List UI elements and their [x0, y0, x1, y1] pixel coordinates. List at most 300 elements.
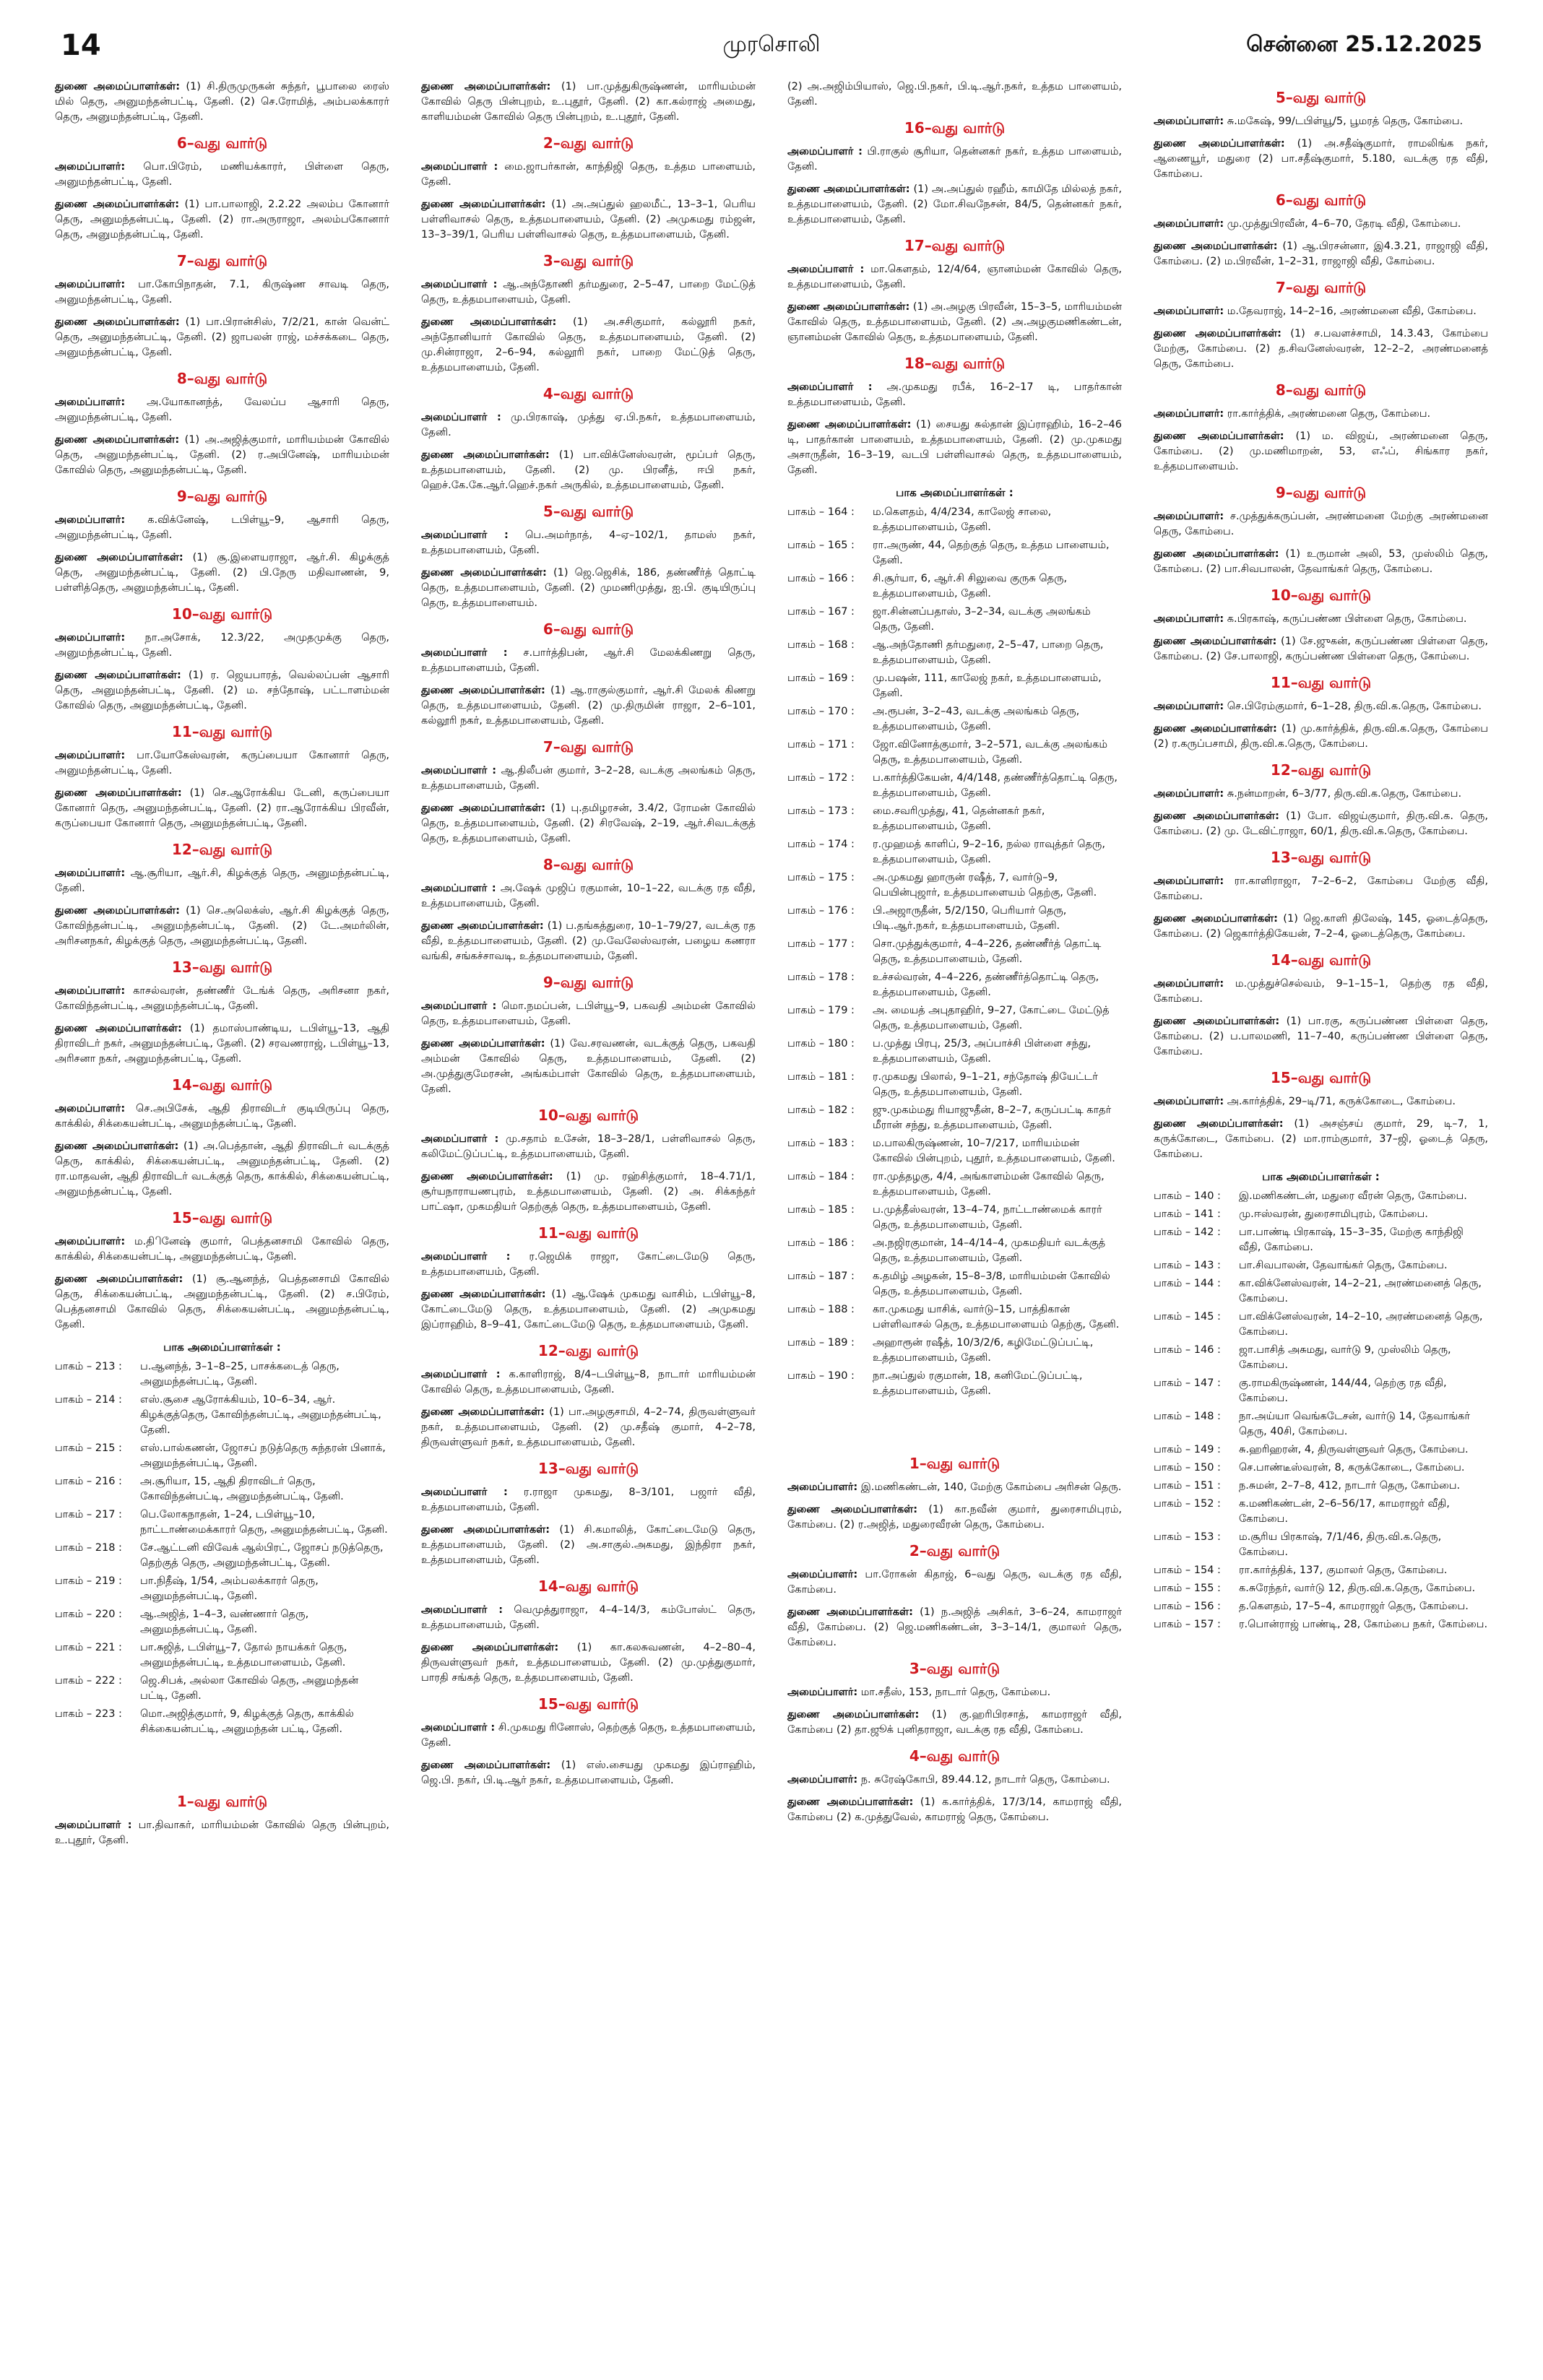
ward-section	[1154, 848, 1488, 867]
booth-organizers-heading: பாக அமைப்பாளர்கள் :	[1262, 1170, 1380, 1183]
entry-details: (1) அ.அழகு பிரவீன், 15–3–5, மாரியம்மன் கோவில் தெரு, உத்தமபாளையம், தேனி. (2) அ.அழகுமணிகண்டன், ஞானம்மன் கோவில் தெரு, உத்தமபாளையம், தேனி.	[787, 301, 1122, 343]
entry-details: (1) சையது சுல்தான் இப்ராஹிம், 16–2–46 டி, பாதர்கான் பாளையம், உத்தமபாளையம், தேனி. (2) மு.முகமது அசாருதீன், 16–3–19, வடபி பள்ளிவாசல் தெரு, உத்தமபாளையம், தேனி.	[787, 419, 1122, 476]
booth-number: பாகம் – 184 :	[787, 1171, 855, 1182]
booth-number: பாகம் – 146 :	[1154, 1344, 1221, 1356]
entry-details: சு.மகேஷ், 99/டபிள்யூ/5, பூமரத் தெரு, கோம்பை.	[1224, 116, 1464, 127]
entry-details: மு.பிரகாஷ், முத்து ஏ.பி.நகர், உத்தமபாளையம், தேனி.	[421, 412, 756, 438]
ward-section	[421, 134, 756, 152]
role-label: துணை அமைப்பாளர்கள்:	[421, 802, 546, 814]
booth-organizer: ஜா.பாசித் அசுமது, வார்டு 9, முஸ்லிம் தெரு, கோம்பை.	[1239, 1344, 1451, 1371]
entry-details: அ.முகமது ரபீக், 16–2–17 டி, பாதர்கான் உத்தமபாளையம், தேனி.	[787, 381, 1122, 408]
role-label: துணை அமைப்பாளர்கள்:	[1154, 636, 1277, 647]
booth-number: பாகம் – 165 :	[787, 540, 855, 551]
booth-row	[787, 771, 1122, 801]
ward-section	[421, 973, 756, 992]
role-label: துணை அமைப்பாளர்கள்:	[787, 419, 912, 430]
booth-row	[1154, 1276, 1488, 1307]
booth-number: பாகம் – 145 :	[1154, 1311, 1221, 1323]
role-label: அமைப்பாளர்:	[55, 514, 126, 526]
ward-heading: 15–வது வார்டு	[171, 1209, 273, 1226]
booth-row	[787, 870, 1122, 901]
organizer-entry	[55, 1272, 389, 1333]
booth-number: பாகம் – 222 :	[55, 1675, 122, 1687]
booth-organizer: மு.ஈஸ்வரன், துரைசாமிபுரம், கோம்பை.	[1239, 1208, 1428, 1220]
column-3	[787, 79, 1122, 1856]
ward-heading: 12–வது வார்டு	[1270, 761, 1372, 779]
booth-number: பாகம் – 147 :	[1154, 1377, 1221, 1389]
ward-heading: 9–வது வார்டு	[1275, 484, 1367, 501]
organizer-entry	[1154, 634, 1488, 665]
entry-details: (1) மு.கார்த்திக், திரு.வி.க.தெரு, கோம்பை (2) ர.கருப்பசாமி, திரு.வி.க.தெரு, கோம்பை.	[1154, 723, 1488, 750]
organizer-entry	[421, 999, 756, 1029]
ward-heading: 11–வது வார்டு	[171, 723, 273, 740]
booth-number: பாகம் – 144 :	[1154, 1278, 1221, 1289]
masthead	[29, 0, 1514, 79]
organizer-entry	[787, 1502, 1122, 1533]
organizer-entry	[1154, 239, 1488, 269]
booth-row	[787, 1070, 1122, 1100]
role-label: அமைப்பாளர்:	[1154, 218, 1224, 230]
ward-heading: 16–வது வார்டு	[904, 119, 1006, 137]
organizer-entry	[421, 315, 756, 376]
entry-details: சி.முகமது ரினோஸ், தெற்குத் தெரு, உத்தமபாளையம், தேனி.	[421, 1722, 756, 1749]
role-label: அமைப்பாளர்:	[1154, 978, 1224, 990]
organizer-entry	[421, 919, 756, 964]
ward-heading: 10–வது வார்டு	[1270, 587, 1372, 604]
booth-row	[787, 1169, 1122, 1200]
booth-organizer: ப.கார்த்திகேயன், 4/4/148, தண்ணீர்த்தொட்டி தெரு, உத்தமபாளையம், தேனி.	[873, 772, 1118, 799]
role-label: துணை அமைப்பாளர்கள்:	[55, 552, 183, 563]
entry-details: க.காளிராஜ், 8/4–டபிள்யூ–8, நாடார் மாரியம்மன் கோவில் தெரு, உத்தமபாளையம், தேனி.	[421, 1369, 756, 1395]
booth-row	[787, 1369, 1122, 1399]
ward-heading: 8–வது வார்டு	[543, 856, 634, 873]
spacer	[55, 1740, 389, 1783]
booth-organizer: ஆ.அஜித், 1–4–3, வண்ணார் தெரு, அனுமந்தன்பட்டி, தேனி.	[140, 1609, 309, 1635]
ward-heading: 12–வது வார்டு	[537, 1342, 639, 1359]
role-label: அமைப்பாளர்:	[55, 1236, 126, 1247]
booth-number: பாகம் – 220 :	[55, 1609, 122, 1620]
booth-organizer: கு.ராமகிருஷ்ணன், 144/44, தெற்கு ரத வீதி, கோம்பை.	[1239, 1377, 1447, 1404]
booth-row	[55, 1574, 389, 1604]
ward-heading: 13–வது வார்டு	[171, 959, 273, 976]
booth-number: பாகம் – 174 :	[787, 839, 855, 850]
entry-details: (1) பா.முத்துகிருஷ்ணன், மாரியம்மன் கோவில் தெரு பின்புறம், உ.புதூர், தேனி. (2) கா.கல்ராஜ் அமைது, காளியம்மன் கோவில் தெரு பின்புறம், உ.புதூர், தேனி.	[421, 81, 756, 123]
entry-details: (1) கு.ஹரிபிரசாத், காமராஜர் வீதி, கோம்பை (2) தா.ஜூக் புனிதராஜா, வடக்கு ரத வீதி, கோம்பை.	[787, 1709, 1122, 1736]
entry-details: ரா.காளிராஜா, 7–2–6–2, கோம்பை மேற்கு வீதி, கோம்பை.	[1154, 875, 1488, 902]
booth-row	[1154, 1563, 1488, 1578]
entry-details: செ.பிரேம்குமார், 6–1–28, திரு.வி.க.தெரு, கோம்பை.	[1224, 701, 1482, 712]
role-label: துணை அமைப்பாளர்கள்:	[55, 81, 181, 92]
role-label: அமைப்பாளர் :	[787, 146, 863, 157]
ward-heading: 18–வது வார்டு	[904, 355, 1006, 372]
role-label: துணை அமைப்பாளர்கள்:	[787, 1606, 913, 1618]
organizer-entry	[55, 197, 389, 243]
role-label: துணை அமைப்பாளர்கள்:	[1154, 138, 1285, 150]
ward-heading: 1–வது வார்டு	[909, 1455, 1000, 1472]
booth-number: பாகம் – 151 :	[1154, 1480, 1221, 1492]
organizer-entry	[55, 1818, 389, 1848]
ward-section	[421, 1577, 756, 1596]
organizer-entry	[421, 683, 756, 729]
ward-heading: 14–வது வார்டு	[171, 1076, 273, 1094]
booth-number: பாகம் – 182 :	[787, 1104, 855, 1116]
role-label: அமைப்பாளர்:	[55, 867, 126, 879]
organizer-entry	[55, 160, 389, 190]
booth-row	[55, 1607, 389, 1637]
ward-heading: 13–வது வார்டு	[1270, 849, 1372, 866]
organizer-entry	[421, 1037, 756, 1097]
role-label: துணை அமைப்பாளர்கள்:	[1154, 548, 1279, 560]
entry-details: (1) போ. விஜய்குமார், திரு.வி.க. தெரு, கோம்பை. (2) மு. டேவிட்ராஜா, 60/1, திரு.வி.க.தெரு, கோம்பை.	[1154, 810, 1488, 837]
booth-row	[787, 1236, 1122, 1266]
booth-number: பாகம் – 186 :	[787, 1237, 855, 1249]
ward-section	[1154, 951, 1488, 969]
entry-details: காசல்வரன், தண்ணீர் டேங்க் தெரு, அரிசனா நகர், கோவிந்தன்பட்டி, அனுமந்தன்பட்டி, தேனி.	[55, 985, 389, 1012]
ward-section	[1154, 88, 1488, 107]
organizer-entry	[55, 513, 389, 543]
entry-details: (1) அ.அப்துல் ரஹீம், காமிதே மில்லத் நகர், உத்தமபாளையம், தேனி. (2) மோ.சிவநேசன், 84/5, தென்னகர் நகர், உத்தமபாளையம், தேனி.	[787, 183, 1122, 225]
booth-number: பாகம் – 148 :	[1154, 1411, 1221, 1422]
ward-section	[787, 118, 1122, 137]
ward-section	[55, 958, 389, 977]
organizer-entry	[421, 1132, 756, 1162]
booth-number: பாகம் – 167 :	[787, 606, 855, 618]
ward-heading: 10–வது வார்டு	[537, 1107, 639, 1124]
entry-details: (1) ச.பவளச்சாமி, 14.3.43, கோம்பை மேற்கு, கோம்பை. (2) த.சிவனேஸ்வரன், 12–2–2, அரண்மனைத் தெரு, கோம்பை.	[1154, 328, 1488, 370]
organizer-entry	[1154, 114, 1488, 129]
booth-organizer: சே.ஆட்டனி விவேக் ஆல்பிரட், ஜோசப் நடுத்தெரு, தெற்குத் தெரு, அனுமந்தன்பட்டி, தேனி.	[140, 1542, 384, 1569]
organizer-entry	[55, 395, 389, 425]
booth-row	[787, 638, 1122, 668]
role-label: அமைப்பாளர் :	[421, 1369, 501, 1380]
organizer-entry	[421, 160, 756, 190]
booth-row	[1154, 1310, 1488, 1340]
entry-details: மா.சதீஸ், 153, நாடார் தெரு, கோம்பை.	[857, 1687, 1051, 1698]
booth-row	[787, 837, 1122, 867]
booth-organizer: எஸ்.சூசை ஆரோக்கியம், 10–6–34, ஆர். கிழக்குத்தெரு, கோவிந்தன்பட்டி, அனுமந்தன்பட்டி, தேனி.	[140, 1394, 381, 1436]
organizer-entry	[1154, 699, 1488, 714]
entry-details: (1) ஆ.பிரசன்னா, இ4.3.21, ராஜாஜி வீதி, கோம்பை. (2) ம.பிரவீன், 1–2–31, ராஜாஜி வீதி, கோம்பை.	[1154, 241, 1488, 267]
ward-heading: 4–வது வார்டு	[909, 1747, 1000, 1765]
ward-section	[55, 1076, 389, 1094]
organizer-entry	[55, 1139, 389, 1200]
entry-details: பொ.பிரேம், மணியக்காரர், பிள்ளை தெரு, அனுமந்தன்பட்டி, தேனி.	[55, 161, 389, 188]
booth-organizer: ஜா.சின்னப்பதாஸ், 3–2–34, வடக்கு அலங்கம் தெரு, தேனி.	[873, 606, 1091, 633]
ward-heading: 15–வது வார்டு	[537, 1695, 639, 1713]
ward-section	[421, 384, 756, 403]
booth-number: பாகம் – 168 :	[787, 639, 855, 651]
booth-organizer: ஜோ.வினோத்குமார், 3–2–571, வடக்கு அலங்கம் தெரு, உத்தமபாளையம், தேனி.	[873, 739, 1108, 766]
entry-details: (1) பா.அழகுசாமி, 4–2–74, திருவள்ளுவர் நகர், உத்தமபாளையம், தேனி. (2) மு.சதீஷ் குமார், 4–2–78, திருவள்ளுவர் நகர், உத்தமபாளையம், தேனி.	[421, 1406, 756, 1448]
entry-details: க.விக்னேஷ், டபிள்யூ–9, ஆசாரி தெரு, அனுமந்தன்பட்டி, தேனி.	[55, 514, 389, 541]
booth-organizer: பா.விக்னேஸ்வரன், 14–2–10, அரண்மனைத் தெரு, கோம்பை.	[1239, 1311, 1483, 1338]
entry-details: (1) ஜெ.காளி திலேஷ், 145, ஓடைத்தெரு, கோம்பை. (2) ஜெகார்த்திகேயன், 7–2–4, ஓடைத்தெரு, கோம்பை.	[1154, 913, 1488, 940]
booth-organizer: அ. மையத் அபுதாஹிர், 9–27, கோட்டை மேட்டுத் தெரு, உத்தமபாளையம், தேனி.	[873, 1005, 1110, 1031]
booth-row	[1154, 1442, 1488, 1458]
ward-section	[421, 620, 756, 639]
ward-section	[1154, 381, 1488, 399]
entry-details: ஆ.திலீபன் குமார், 3–2–28, வடக்கு அலங்கம் தெரு, உத்தமபாளையம், தேனி.	[421, 765, 756, 792]
entry-details: (1) அ.அப்துல் ஹலமீட், 13–3–1, பெரிய பள்ளிவாசல் தெரு, உத்தமபாளையம், தேனி. (2) அமுகமது ரம்ஜன், 13–3–39/1, பெரிய பள்ளிவாசல் தெரு, உத்தமபாளையம், தேனி.	[421, 199, 756, 241]
organizer-entry	[421, 1603, 756, 1633]
role-label: துணை அமைப்பாளர்கள்:	[55, 787, 182, 799]
role-label: அமைப்பாளர்:	[55, 1103, 126, 1115]
role-label: அமைப்பாளர் :	[421, 1133, 499, 1145]
booth-number: பாகம் – 156 :	[1154, 1601, 1221, 1612]
booth-row	[1154, 1617, 1488, 1632]
booth-organizer: ரா.முத்தழகு, 4/4, அங்காளம்மன் கோவில் தெரு, உத்தமபாளையம், தேனி.	[873, 1171, 1105, 1198]
organizer-entry	[55, 904, 389, 949]
spacer	[787, 1402, 1122, 1445]
role-label: அமைப்பாளர்:	[1154, 788, 1224, 800]
organizer-entry	[787, 262, 1122, 293]
entry-details: பி.ராகுல் சூரியா, தென்னகர் நகர், உத்தம பாளையம், தேனி.	[787, 146, 1122, 173]
column-2	[421, 79, 756, 1856]
booth-number: பாகம் – 173 :	[787, 805, 855, 817]
entry-details: (1) தமாஸ்பாண்டிய, டபிள்யூ–13, ஆதி திராவிடர் நகர், அனுமந்தன்பட்டி, தேனி. (2) சரவணராஜ், டபிள்யூ–13, அரிசனா நகர், அனுமந்தன்பட்டி, தேனி.	[55, 1023, 390, 1065]
booth-number: பாகம் – 183 :	[787, 1138, 855, 1149]
booth-organizer: பெ.லோகநாதன், 1–24, டபிள்யூ–10, நாட்டாண்மைக்காரர் தெரு, அனுமந்தன்பட்டி, தேனி.	[140, 1509, 388, 1536]
entry-details: ரா.கார்த்திக், அரண்மனை தெரு, கோம்பை.	[1224, 408, 1431, 420]
edition-date: சென்னை 25.12.2025	[1246, 32, 1482, 57]
organizer-entry	[421, 1640, 756, 1686]
role-label: அமைப்பாளர்:	[1154, 1096, 1224, 1107]
ward-heading: 11–வது வார்டு	[1270, 674, 1372, 691]
booth-number: பாகம் – 157 :	[1154, 1619, 1221, 1630]
booth-number: பாகம் – 171 :	[787, 739, 855, 750]
entry-details: (1) சூ.இளையராஜா, ஆர்.சி. கிழக்குத் தெரு, அனுமந்தன்பட்டி, தேனி. (2) பி.நேரு மதிவாணன், 9, பள்ளித்தெரு, அனுமந்தன்பட்டி, தேனி.	[55, 552, 389, 594]
organizer-entry	[1154, 137, 1488, 182]
entry-details: அ.ஷேக் முஜிப் ரகுமான், 10–1–22, வடக்கு ரத வீதி, உத்தமபாளையம், தேனி.	[421, 883, 756, 909]
ward-section	[421, 1341, 756, 1360]
organizer-entry	[421, 566, 756, 611]
role-label: துணை அமைப்பாளர்கள்:	[421, 1038, 545, 1050]
article-columns	[29, 79, 1514, 1856]
ward-heading: 11–வது வார்டு	[537, 1224, 639, 1242]
ward-heading: 8–வது வார்டு	[176, 370, 268, 387]
booth-organizer: ரா.அருண், 44, தெற்குத் தெரு, உத்தம பாளையம், தேனி.	[873, 540, 1110, 566]
entry-details: (1) சி.திருமுருகன் சுந்தர், பூபாலை ரைஸ் மில் தெரு, அனுமந்தன்பட்டி, தேனி. (2) செ.ரோமித், அம்பலக்காரர் தெரு, அனுமந்தன்பட்டி, தேனி.	[55, 81, 389, 123]
organizer-entry	[1154, 1094, 1488, 1109]
booth-number: பாகம் – 190 :	[787, 1370, 855, 1382]
ward-section	[1154, 586, 1488, 605]
organizer-entry	[1154, 1014, 1488, 1060]
booth-row	[787, 1037, 1122, 1067]
booth-row	[1154, 1258, 1488, 1273]
organizer-entry	[1154, 612, 1488, 627]
entry-details: ச.பார்த்திபன், ஆர்.சி மேலக்கிணறு தெரு, உத்தமபாளையம், தேனி.	[421, 647, 756, 674]
entry-details: (1) சே.ஜுகன், கருப்பண்ண பிள்ளை தெரு, கோம்பை. (2) சே.பாலாஜி, கருப்பண்ண பிள்ளை தெரு, கோம்பை.	[1154, 636, 1488, 662]
organizer-entry	[55, 1021, 389, 1067]
role-label: அமைப்பாளர் :	[421, 1604, 503, 1616]
entry-details: (1) அ.சதீஷ்குமார், ராமலிங்க நகர், ஆணையூர், மதுரை (2) பா.சதீஷ்குமார், 5.180, வடக்கு ரத வீதி, கோம்பை.	[1154, 138, 1488, 180]
organizer-entry	[1154, 874, 1488, 904]
organizer-entry	[421, 1758, 756, 1788]
entry-details: (1) செ.ஆரோக்கிய டேனி, கருப்பையா கோனார் தெரு, அனுமந்தன்பட்டி, தேனி. (2) ரா.ஆரோக்கிய பிரவீன், கருப்பையா கோனார் தெரு, அனுமந்தன்பட்டி, தேனி.	[55, 787, 389, 829]
role-label: அமைப்பாளர்:	[1154, 116, 1224, 127]
booth-number: பாகம் – 164 :	[787, 506, 855, 518]
booth-number: பாகம் – 179 :	[787, 1005, 855, 1016]
organizer-entry	[1154, 912, 1488, 942]
role-label: அமைப்பாளர் :	[421, 529, 509, 541]
role-label: அமைப்பாளர்:	[55, 279, 126, 290]
organizer-entry	[55, 748, 389, 779]
ward-section	[787, 1747, 1122, 1765]
ward-section	[787, 354, 1122, 373]
booth-row	[1154, 1207, 1488, 1222]
entry-details: (1) அ.பெத்தான், ஆதி திராவிடர் வடக்குத் தெரு, காக்கில், சிக்கையன்பட்டி, அனுமந்தன்பட்டி, தேனி. (2) ரா.மாதவன், ஆதி திராவிடர் வடக்குத் தெரு, காக்கில், சிக்கையன்பட்டி, அனுமந்தன்பட்டி, தேனி.	[55, 1141, 389, 1198]
role-label: துணை அமைப்பாளர்கள்:	[1154, 430, 1284, 442]
booth-organizer: மொ.அஜித்குமார், 9, கிழக்குத் தெரு, காக்கில் சிக்கையன்பட்டி, அனுமந்தன் பட்டி, தேனி.	[140, 1708, 354, 1735]
booth-row	[787, 1302, 1122, 1333]
organizer-entry	[421, 1169, 756, 1215]
ward-heading: 3–வது வார்டு	[909, 1660, 1000, 1677]
booth-row	[787, 505, 1122, 535]
ward-heading: 2–வது வார்டு	[543, 134, 634, 152]
entry-details: மு.முத்துபிரவீன், 4–6–70, தேரடி வீதி, கோம்பை.	[1224, 218, 1461, 230]
ward-section	[421, 251, 756, 270]
booth-number: பாகம் – 187 :	[787, 1271, 855, 1282]
organizer-entry	[55, 550, 389, 596]
role-label: துணை அமைப்பாளர்கள்:	[55, 434, 180, 446]
booth-organizer: செ.பாண்டீஸ்வரன், 8, கருக்கோடை, கோம்பை.	[1239, 1462, 1465, 1474]
ward-heading: 14–வது வார்டு	[1270, 951, 1372, 969]
booth-number: பாகம் – 216 :	[55, 1476, 122, 1487]
organizer-entry	[421, 79, 756, 125]
role-label: அமைப்பாளர் :	[421, 1722, 496, 1734]
entry-details: (1) எஸ்.சையது முகமது இப்ராஹிம், ஜெ.பி. நகர், பி.டி.ஆர் நகர், உத்தமபாளையம், தேனி.	[421, 1760, 756, 1786]
organizer-entry	[1154, 326, 1488, 372]
organizer-entry	[421, 197, 756, 243]
entry-details: (2) அ.அஜிம்பியாஸ், ஜெ.பி.நகர், பி.டி.ஆர்.நகர், உத்தம பாளையம், தேனி.	[787, 81, 1122, 108]
ward-section	[55, 134, 389, 152]
ward-section	[55, 1208, 389, 1227]
booth-organizer: ம.சூரிய பிரகாஷ், 7/1/46, திரு.வி.க.தெரு, கோம்பை.	[1239, 1531, 1442, 1558]
booth-row	[787, 704, 1122, 735]
role-label: அமைப்பாளர்:	[55, 750, 126, 761]
role-label: துணை அமைப்பாளர்கள்:	[787, 301, 910, 313]
role-label: துணை அமைப்பாளர்கள்:	[1154, 328, 1281, 339]
booth-organizer: அ.சூரியா, 15, ஆதி திராவிடர் தெரு, கோவிந்தன்பட்டி, அனுமந்தன்பட்டி, தேனி.	[140, 1476, 344, 1502]
organizer-entry	[421, 1405, 756, 1450]
organizer-entry	[55, 668, 389, 714]
organizer-entry	[787, 417, 1122, 478]
organizer-entry	[55, 277, 389, 308]
booth-row	[1154, 1581, 1488, 1596]
entry-details: (1) உருமான் அலி, 53, முஸ்லிம் தெரு, கோம்பை. (2) பா.சிவபாலன், தேவாங்கர் தெரு, கோம்பை.	[1154, 548, 1488, 575]
organizer-entry	[55, 1234, 389, 1265]
booth-row	[1154, 1479, 1488, 1494]
entry-details: ச.முத்துக்கருப்பன், அரண்மனை மேற்கு அரண்மனை தெரு, கோம்பை.	[1154, 511, 1488, 537]
organizer-entry	[421, 448, 756, 493]
booth-organizers-heading: பாக அமைப்பாளர்கள் :	[896, 486, 1013, 499]
organizer-entry	[787, 1773, 1122, 1788]
booth-organizer: ம.கௌதம், 4/4/234, காலேஜ் சாலை, உத்தமபாளையம், தேனி.	[873, 506, 1052, 533]
role-label: துணை அமைப்பாளர்கள்:	[421, 1406, 545, 1418]
booth-number: பாகம் – 175 :	[787, 872, 855, 883]
role-label: அமைப்பாளர் :	[421, 161, 498, 173]
entry-details: (1) ப.தங்கத்துரை, 10–1–79/27, வடக்கு ரத வீதி, உத்தமபாளையம், தேனி. (2) மு.வேலேஸ்வரன், பழைய கணரா வங்கி, சங்கச்சாவடி, உத்தமபாளையம், தேனி.	[421, 920, 756, 962]
ward-heading: 1–வது வார்டு	[176, 1793, 268, 1810]
organizer-entry	[421, 1721, 756, 1751]
newspaper-name: முரசொலி	[722, 32, 821, 57]
booth-row	[787, 1003, 1122, 1034]
booth-row	[1154, 1599, 1488, 1614]
organizer-entry	[421, 646, 756, 676]
ward-heading: 13–வது வார்டு	[537, 1460, 639, 1477]
ward-heading: 5–வது வார்டு	[543, 503, 634, 520]
role-label: துணை அமைப்பாளர்கள்:	[55, 1273, 183, 1285]
booth-row	[787, 571, 1122, 602]
booth-organizer: ர.முஹமத் காளிப், 9–2–16, நல்ல ராவுத்தர் தெரு, உத்தமபாளையம், தேனி.	[873, 839, 1105, 865]
booth-row	[55, 1359, 389, 1390]
booth-number: பாகம் – 181 :	[787, 1071, 855, 1083]
role-label: துணை அமைப்பாளர்கள்:	[421, 1642, 559, 1653]
booth-number: பாகம் – 178 :	[787, 972, 855, 983]
entry-details: (1) பா.ரகு, கருப்பண்ண பிள்ளை தெரு, கோம்பை. (2) ப.பாலமணி, 11–7–40, கருப்பண்ண பிள்ளை தெரு, கோம்பை.	[1154, 1016, 1488, 1057]
booth-number: பாகம் – 185 :	[787, 1204, 855, 1216]
role-label: அமைப்பாளர் :	[421, 765, 497, 776]
ward-section	[55, 251, 389, 270]
role-label: துணை அமைப்பாளர்கள்:	[421, 567, 547, 579]
booth-number: பாகம் – 150 :	[1154, 1462, 1221, 1474]
ward-section	[55, 487, 389, 506]
booth-organizer: த.கௌதம், 17–5–4, காமராஜர் தெரு, கோம்பை.	[1239, 1601, 1469, 1612]
booth-organizer: அஹாரூன் ரஷீத், 10/3/2/6, கழிமேட்டுப்பட்டி, உத்தமபாளையம், தேனி.	[873, 1337, 1094, 1364]
page-number: 14	[61, 29, 101, 62]
role-label: துணை அமைப்பாளர்கள்:	[421, 81, 551, 92]
entry-details: (1) அசஞ்சய் குமார், 29, டி–7, 1, கருக்கோடை, கோம்பை. (2) மா.ராம்குமார், 37–ஜி, ஓடைத் தெரு, கோம்பை.	[1154, 1118, 1488, 1160]
booth-organizer: ம.பாலகிருஷ்ணன், 10–7/217, மாரியம்மன் கோவில் பின்புறம், புதூர், உத்தமபாளையம், தேனி.	[873, 1138, 1115, 1164]
entry-details: (1) சி.கமாலித், கோட்டைமேடு தெரு, உத்தமபாளையம், தேனி. (2) அ.சாகுல்.அகமது, இந்திரா நகர், உத்தமபாளையம், தேனி.	[421, 1524, 756, 1566]
booth-row	[1154, 1225, 1488, 1255]
ward-heading: 7–வது வார்டு	[1275, 279, 1367, 296]
role-label: துணை அமைப்பாளர்கள்:	[421, 920, 544, 932]
role-label: துணை அமைப்பாளர்கள்:	[55, 670, 181, 681]
ward-section	[421, 855, 756, 874]
entry-details: க.பிரகாஷ், கருப்பண்ண பிள்ளை தெரு, கோம்பை.	[1224, 613, 1467, 625]
ward-heading: 8–வது வார்டு	[1275, 381, 1367, 399]
entry-details: (1) ஜெ.ஜெசிக், 186, தண்ணீர்த் தொட்டி தெரு, உத்தமபாளையம், தேனி. (2) முமணிமுத்து, ஐ.பி. குடியிருப்பு தெரு, உத்தமபாளையம்.	[421, 567, 756, 609]
booth-row	[787, 1336, 1122, 1366]
entry-details: சு.நன்மாறன், 6–3/77, திரு.வி.க.தெரு, கோம்பை.	[1224, 788, 1462, 800]
role-label: அமைப்பாளர்:	[55, 985, 126, 997]
booth-row	[1154, 1189, 1488, 1204]
booth-number: பாகம் – 177 :	[787, 938, 855, 950]
booth-row	[55, 1640, 389, 1671]
role-label: துணை அமைப்பாளர்கள்:	[421, 1289, 546, 1300]
booth-row	[1154, 1530, 1488, 1560]
role-label: அமைப்பாளர்:	[787, 1569, 858, 1580]
booth-organizer: க.சுரேந்தர், வார்டு 12, திரு.வி.க.தெரு, கோம்பை.	[1239, 1583, 1476, 1594]
organizer-entry	[55, 631, 389, 661]
organizer-entry	[1154, 547, 1488, 577]
entry-details: ம.தேவராஜ், 14–2–16, அரண்மனை வீதி, கோம்பை.	[1224, 306, 1477, 317]
booth-row	[787, 538, 1122, 568]
booth-organizer: சு.ஹரிஹரன், 4, திருவள்ளுவர் தெரு, கோம்பை.	[1239, 1444, 1469, 1455]
organizer-entry	[55, 433, 389, 478]
ward-section	[1154, 673, 1488, 692]
booth-row	[55, 1474, 389, 1505]
ward-section	[787, 1659, 1122, 1678]
entry-details: (1) க.கார்த்திக், 17/3/14, காமராஜ் வீதி, கோம்பை (2) க.முத்துவேல், காமராஜ் தெரு, கோம்பை.	[787, 1796, 1122, 1823]
booth-row	[787, 671, 1122, 701]
booth-number: பாகம் – 213 :	[55, 1361, 122, 1372]
entry-details: (1) பா.பிரான்சிஸ், 7/2/21, கான் வென்ட் தெரு, அனுமந்தன்பட்டி, தேனி. (2) ஜாபலன் ராஜ், மச்சக்கடை தெரு, அனுமந்தன்பட்டி, தேனி.	[55, 316, 389, 358]
ward-heading: 10–வது வார்டு	[171, 605, 273, 623]
booth-number: பாகம் – 142 :	[1154, 1226, 1221, 1238]
booth-row	[1154, 1376, 1488, 1406]
